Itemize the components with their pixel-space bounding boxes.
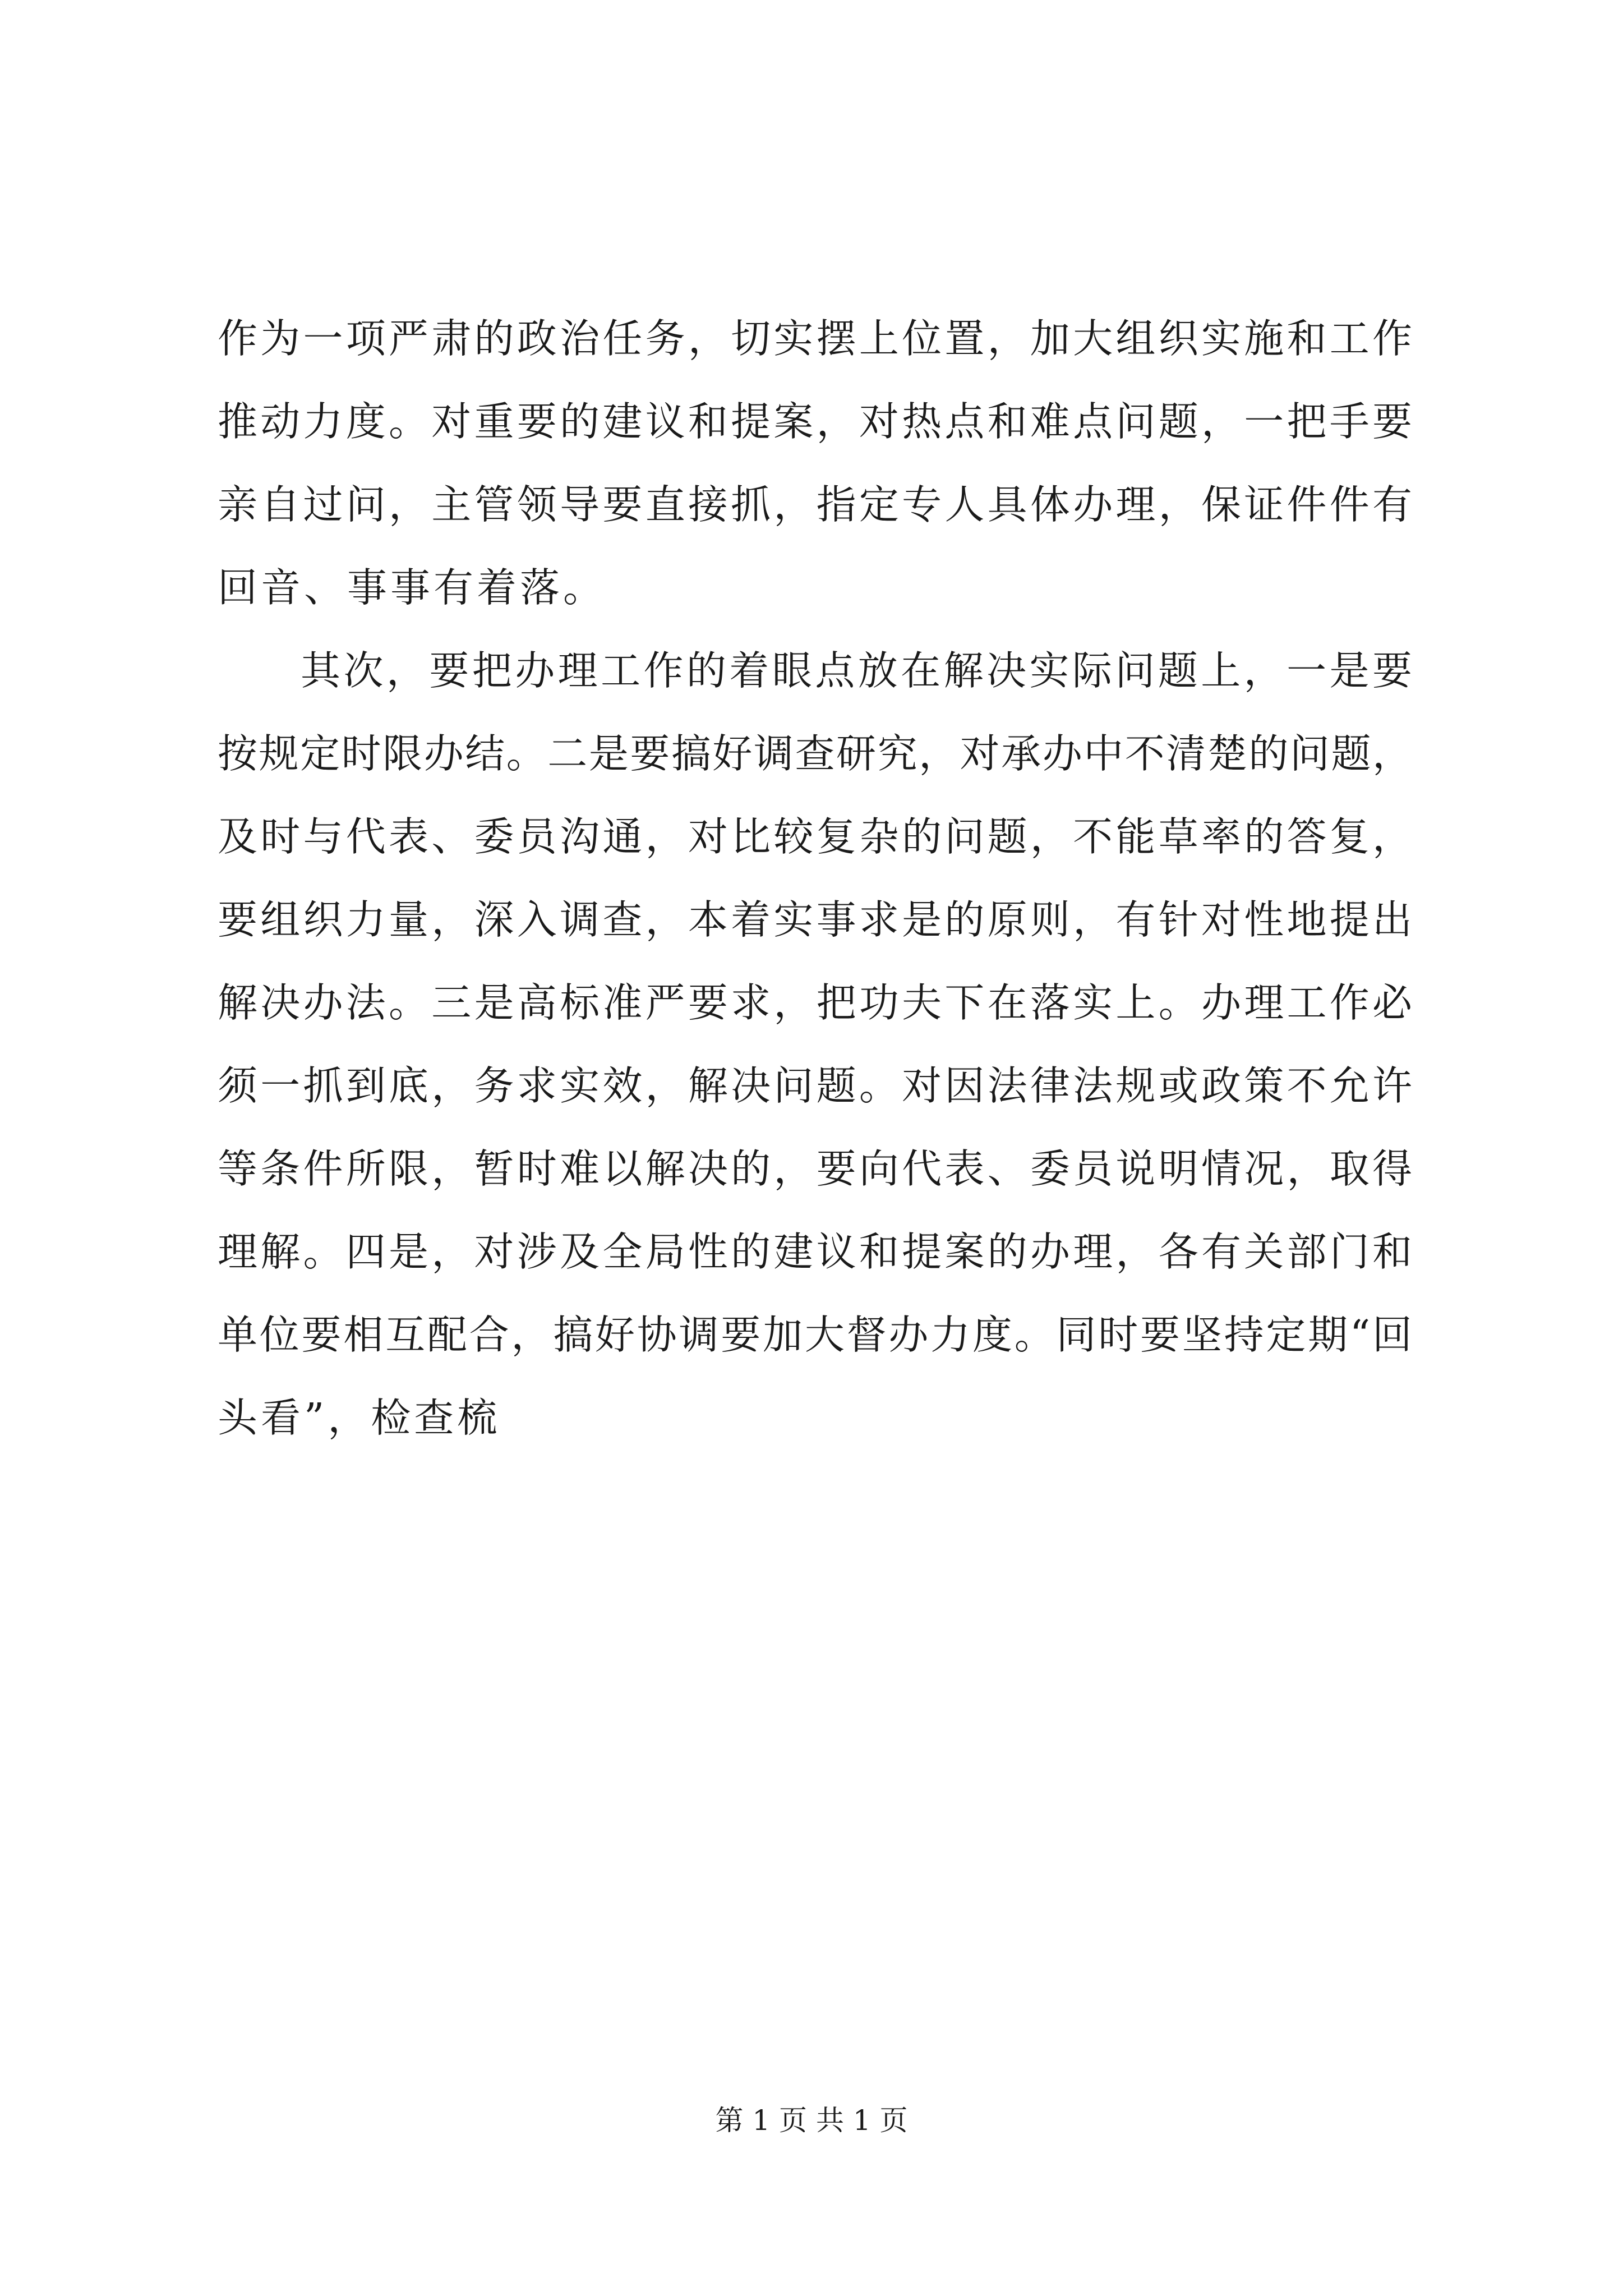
text-line: 头看”，检查梳: [218, 1395, 501, 1441]
text-line: 推动力度。对重要的建议和提案，对热点和难点问题，一把手要: [218, 398, 1412, 445]
text-line: 单位要相互配合，搞好协调要加大督办力度。同时要坚持定期“回: [218, 1312, 1412, 1358]
body-text: [218, 297, 1412, 1460]
page-footer: 第 1 页 共 1 页: [715, 2104, 908, 2137]
text-line: 亲自过问，主管领导要直接抓，指定专人具体办理，保证件件有: [218, 481, 1412, 528]
text-line: 解决办法。三是高标准严要求，把功夫下在落实上。办理工作必: [218, 979, 1412, 1026]
text-line: 要组织力量，深入调查，本着实事求是的原则，有针对性地提出: [218, 896, 1412, 943]
text-line: 其次，要把办理工作的着眼点放在解决实际问题上，一是要: [301, 647, 1412, 694]
text-line: 须一抓到底，务求实效，解决问题。对因法律法规或政策不允许: [218, 1062, 1412, 1109]
text-line: 理解。四是，对涉及全局性的建议和提案的办理，各有关部门和: [218, 1228, 1412, 1275]
text-line: 作为一项严肃的政治任务，切实摆上位置，加大组织实施和工作: [218, 315, 1412, 362]
text-line: 等条件所限，暂时难以解决的，要向代表、委员说明情况，取得: [218, 1145, 1412, 1192]
text-line: 按规定时限办结。二是要搞好调查研究，对承办中不清楚的问题，: [218, 730, 1412, 777]
text-line: 回音、事事有着落。: [218, 564, 607, 611]
text-line: 及时与代表、委员沟通，对比较复杂的问题，不能草率的答复，: [218, 813, 1412, 860]
